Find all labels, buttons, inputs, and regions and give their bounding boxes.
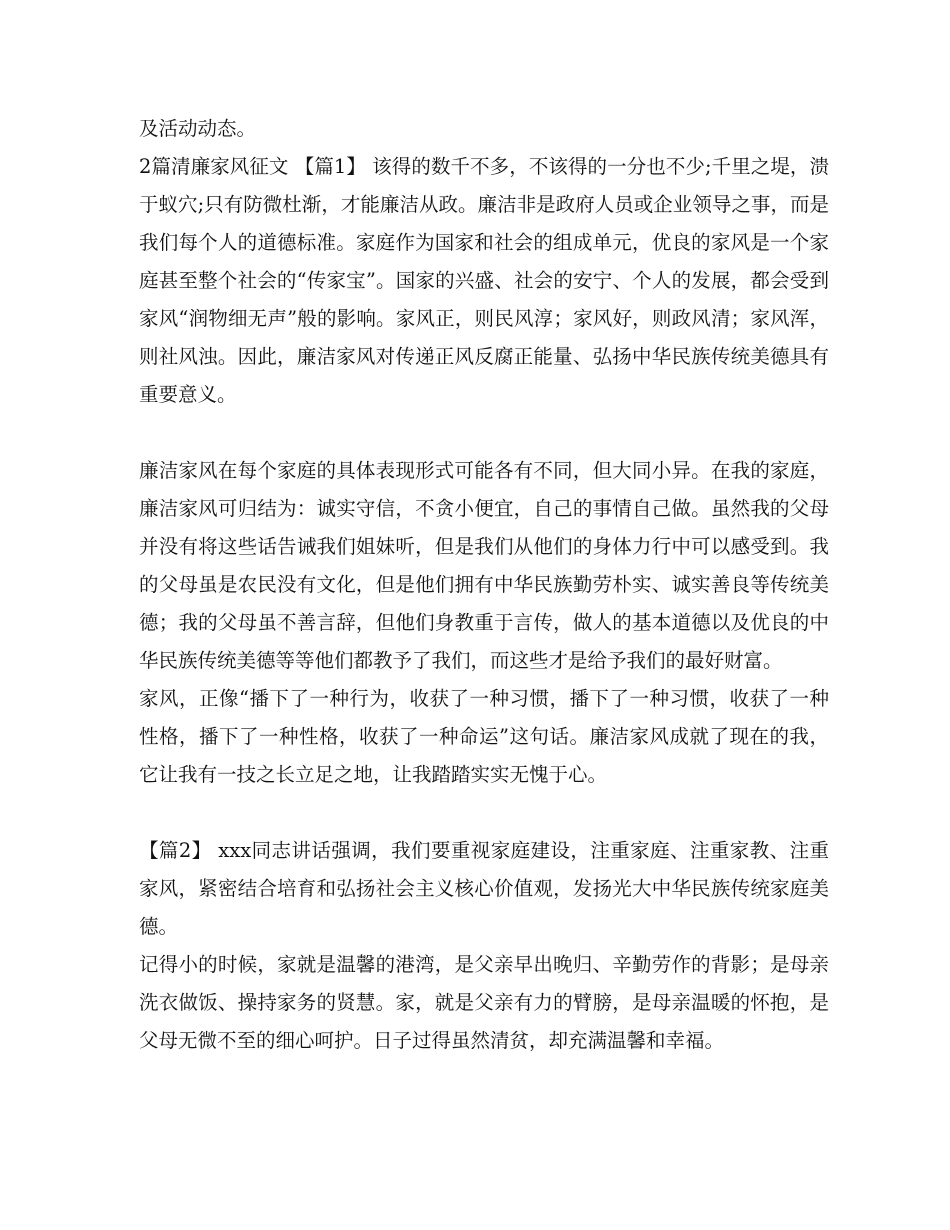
paragraph-spacer [139, 414, 829, 452]
paragraph-activity-news: 及活动动态。 [139, 117, 257, 140]
paragraph-spacer [139, 794, 829, 832]
paragraph-family-expression: 廉洁家风在每个家庭的具体表现形式可能各有不同，但大同小异。在我的家庭，廉洁家风可归结为：诚实守信，不贪小便宜，自己的事情自己做。虽然我的父母并没有将这些话告诫我们姐妹听，但是我们从他们的身体力行中可以感受到。我的父母虽是农民没有文化，但是他们拥有中华民族勤劳朴实、诚实善良等传统美德；我的父母虽不善言辞，但他们身教重于言传，做人的基本道德以及优良的中华民族传统美德等等他们都教予了我们，而这些才是给予我们的最好财富。 [139, 459, 829, 672]
paragraph-family-style-quote: 家风，正像“播下了一种行为，收获了一种习惯，播下了一种习惯，收获了一种性格，播下了一种性格，收获了一种命运”这句话。廉洁家风成就了现在的我，它让我有一技之长立足之地，让我踏踏实实无愧于心。 [139, 687, 829, 786]
paragraph-essay-1-intro: 2篇清廉家风征文 【篇1】 该得的数千不多，不该得的一分也不少;千里之堤，溃于蚁穴;只有防微杜渐，才能廉洁从政。廉洁非是政府人员或企业领导之事，而是我们每个人的道德标准。家庭作为国家和社会的组成单元，优良的家风是一个家庭甚至整个社会的“传家宝”。国家的兴盛、社会的安宁、个人的发展，都会受到家风“润物细无声”般的影响。家风正，则民风淳；家风好，则政风清；家风浑，则社风浊。因此，廉洁家风对传递正风反腐正能量、弘扬中华民族传统美德具有重要意义。 [139, 155, 829, 406]
paragraph-essay-2-intro: 【篇2】 xxx同志讲话强调，我们要重视家庭建设，注重家庭、注重家教、注重家风，紧密结合培育和弘扬社会主义核心价值观，发扬光大中华民族传统家庭美德。 [139, 839, 829, 938]
paragraph-childhood-memory: 记得小的时候，家就是温馨的港湾，是父亲早出晚归、辛勤劳作的背影；是母亲洗衣做饭、操持家务的贤慧。家，就是父亲有力的臂膀，是母亲温暖的怀抱，是父母无微不至的细心呵护。日子过得虽然清贫，却充满温馨和幸福。 [139, 953, 829, 1052]
document-body [139, 110, 829, 1060]
